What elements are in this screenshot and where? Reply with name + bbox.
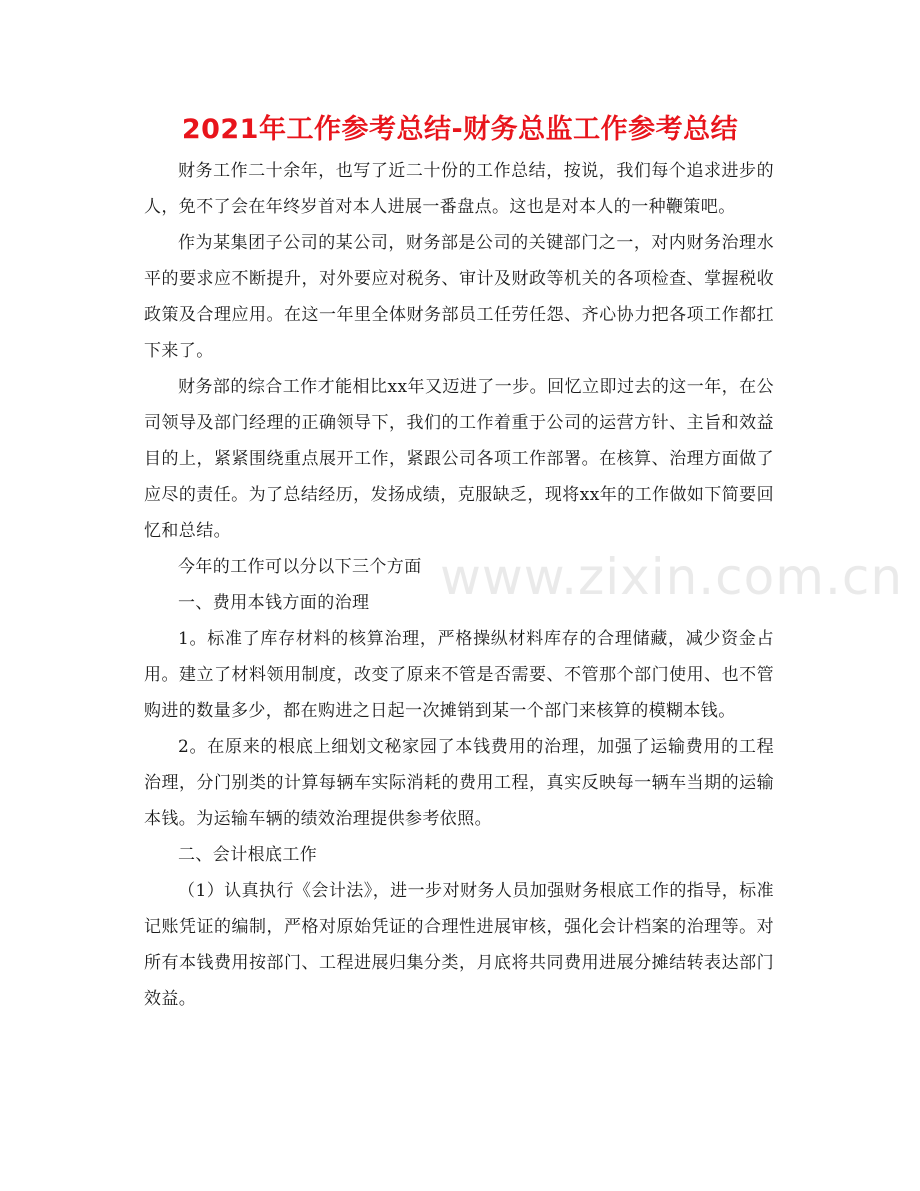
paragraph: 1。标准了库存材料的核算治理，严格操纵材料库存的合理储藏，减少资金占用。建立了材料领用制度，改变了原来不管是否需要、不管那个部门使用、也不管购进的数量多少，都在购进之日起一次摊销到某一个部门来核算的模糊本钱。 <box>144 629 774 721</box>
section-heading: 二、会计根底工作 <box>178 845 318 865</box>
paragraph: 今年的工作可以分以下三个方面 <box>178 557 422 577</box>
paragraph: 财务工作二十余年，也写了近二十份的工作总结，按说，我们每个追求进步的人，免不了会在年终岁首对本人进展一番盘点。这也是对本人的一种鞭策吧。 <box>144 161 774 217</box>
paragraph: （1）认真执行《会计法》，进一步对财务人员加强财务根底工作的指导，标准记账凭证的编制，严格对原始凭证的合理性进展审核，强化会计档案的治理等。对所有本钱费用按部门、工程进展归集分类，月底将共同费用进展分摊结转表达部门效益。 <box>144 881 774 1009</box>
watermark: www.zixin.com.cn <box>440 548 904 606</box>
paragraph: 2。在原来的根底上细划文秘家园了本钱费用的治理，加强了运输费用的工程治理，分门别类的计算每辆车实际消耗的费用工程，真实反映每一辆车当期的运输本钱。为运输车辆的绩效治理提供参考依照。 <box>144 737 774 829</box>
paragraph: 作为某集团子公司的某公司，财务部是公司的关键部门之一，对内财务治理水平的要求应不断提升，对外要应对税务、审计及财政等机关的各项检查、掌握税收政策及合理应用。在这一年里全体财务部员工任劳任怨、齐心协力把各项工作都扛下来了。 <box>144 233 774 361</box>
document-title: 2021年工作参考总结-财务总监工作参考总结 <box>181 114 739 145</box>
document-body <box>144 153 774 1017</box>
paragraph: 财务部的综合工作才能相比xx年又迈进了一步。回忆立即过去的这一年，在公司领导及部门经理的正确领导下，我们的工作着重于公司的运营方针、主旨和效益目的上，紧紧围绕重点展开工作，紧跟公司各项工作部署。在核算、治理方面做了应尽的责任。为了总结经历，发扬成绩，克服缺乏，现将xx年的工作做如下简要回忆和总结。 <box>144 377 774 541</box>
section-heading: 一、费用本钱方面的治理 <box>178 593 370 613</box>
